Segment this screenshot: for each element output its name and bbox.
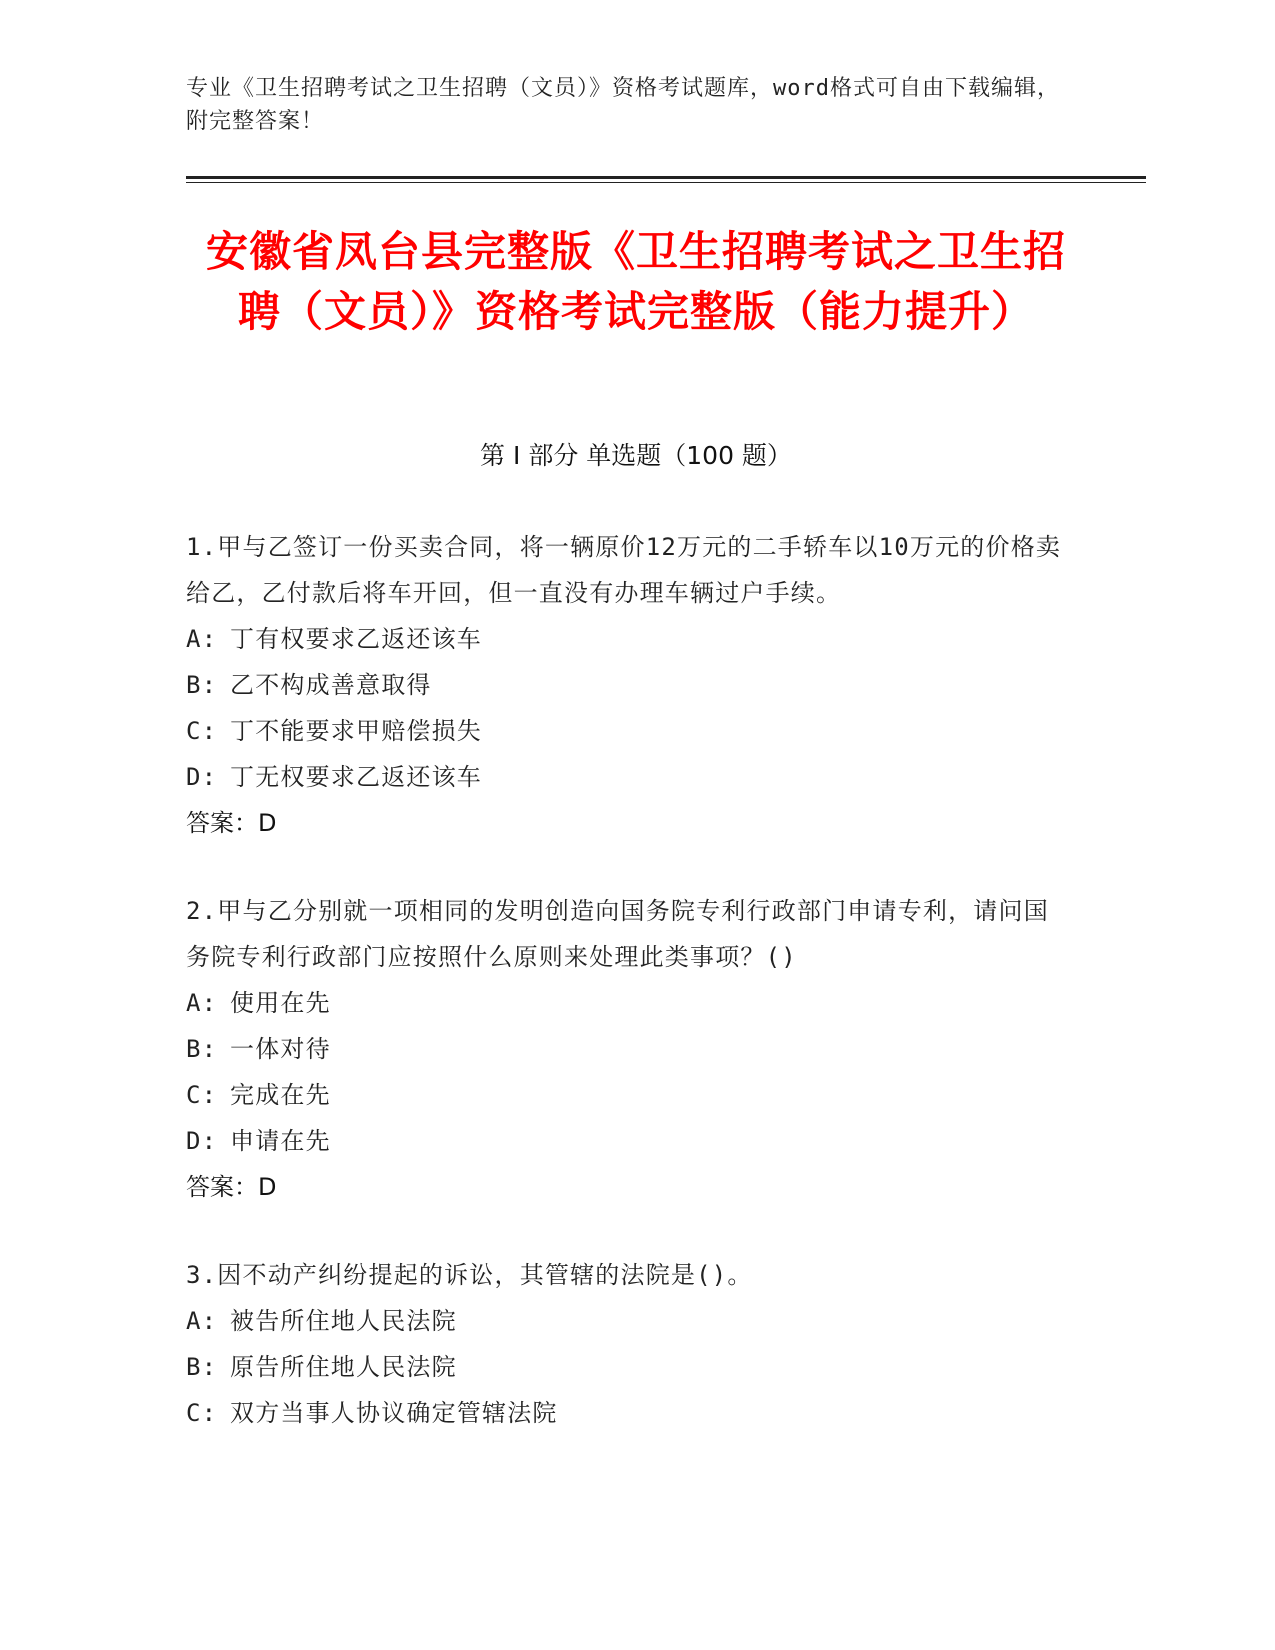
- option-b: [186, 662, 1066, 708]
- header-note: 专业《卫生招聘考试之卫生招聘（文员）》资格考试题库，word格式可自由下载编辑，附完整答案！: [186, 76, 1060, 134]
- option-letter: B:: [186, 1035, 218, 1063]
- answer-label: 答案：: [186, 1173, 258, 1201]
- section-heading: 第 I 部分 单选题（100 题）: [480, 441, 792, 470]
- option-b: [186, 1344, 1066, 1390]
- question-3: [186, 1252, 1066, 1436]
- option-text: 一体对待: [230, 1035, 331, 1063]
- question-1: [186, 524, 1066, 846]
- option-text: 使用在先: [230, 989, 331, 1017]
- answer-value: D: [258, 809, 277, 837]
- option-letter: C:: [186, 717, 218, 745]
- option-text: 乙不构成善意取得: [230, 671, 432, 699]
- option-letter: D:: [186, 763, 218, 791]
- option-a: [186, 1298, 1066, 1344]
- option-letter: A:: [186, 625, 218, 653]
- option-c: [186, 1072, 1066, 1118]
- answer-line: [186, 1164, 1066, 1210]
- option-d: [186, 754, 1066, 800]
- question-stem: 1.甲与乙签订一份买卖合同，将一辆原价12万元的二手轿车以10万元的价格卖给乙，乙付款后将车开回，但一直没有办理车辆过户手续。: [186, 533, 1062, 607]
- option-text: 被告所住地人民法院: [230, 1307, 457, 1335]
- option-letter: C:: [186, 1399, 218, 1427]
- option-letter: A:: [186, 989, 218, 1017]
- option-letter: B:: [186, 671, 218, 699]
- option-c: [186, 708, 1066, 754]
- option-text: 丁不能要求甲赔偿损失: [230, 717, 482, 745]
- answer-value: D: [258, 1173, 277, 1201]
- option-letter: B:: [186, 1353, 218, 1381]
- option-letter: A:: [186, 1307, 218, 1335]
- option-letter: D:: [186, 1127, 218, 1155]
- header-rule-thin: [186, 182, 1146, 183]
- option-c: [186, 1390, 1066, 1436]
- answer-label: 答案：: [186, 809, 258, 837]
- option-b: [186, 1026, 1066, 1072]
- question-stem: 3.因不动产纠纷提起的诉讼，其管辖的法院是()。: [186, 1261, 753, 1289]
- option-text: 申请在先: [230, 1127, 331, 1155]
- header-rule-thick: [186, 176, 1146, 179]
- option-text: 丁有权要求乙返还该车: [230, 625, 482, 653]
- question-2: [186, 888, 1066, 1210]
- option-text: 双方当事人协议确定管辖法院: [230, 1399, 558, 1427]
- option-text: 原告所住地人民法院: [230, 1353, 457, 1381]
- option-a: [186, 616, 1066, 662]
- document-title: 安徽省凤台县完整版《卫生招聘考试之卫生招聘（文员）》资格考试完整版（能力提升）: [205, 227, 1066, 336]
- option-letter: C:: [186, 1081, 218, 1109]
- option-text: 完成在先: [230, 1081, 331, 1109]
- option-text: 丁无权要求乙返还该车: [230, 763, 482, 791]
- question-list: [186, 524, 1066, 1478]
- option-a: [186, 980, 1066, 1026]
- question-stem: 2.甲与乙分别就一项相同的发明创造向国务院专利行政部门申请专利，请问国务院专利行政部门应按照什么原则来处理此类事项？(): [186, 897, 1049, 971]
- option-d: [186, 1118, 1066, 1164]
- answer-line: [186, 800, 1066, 846]
